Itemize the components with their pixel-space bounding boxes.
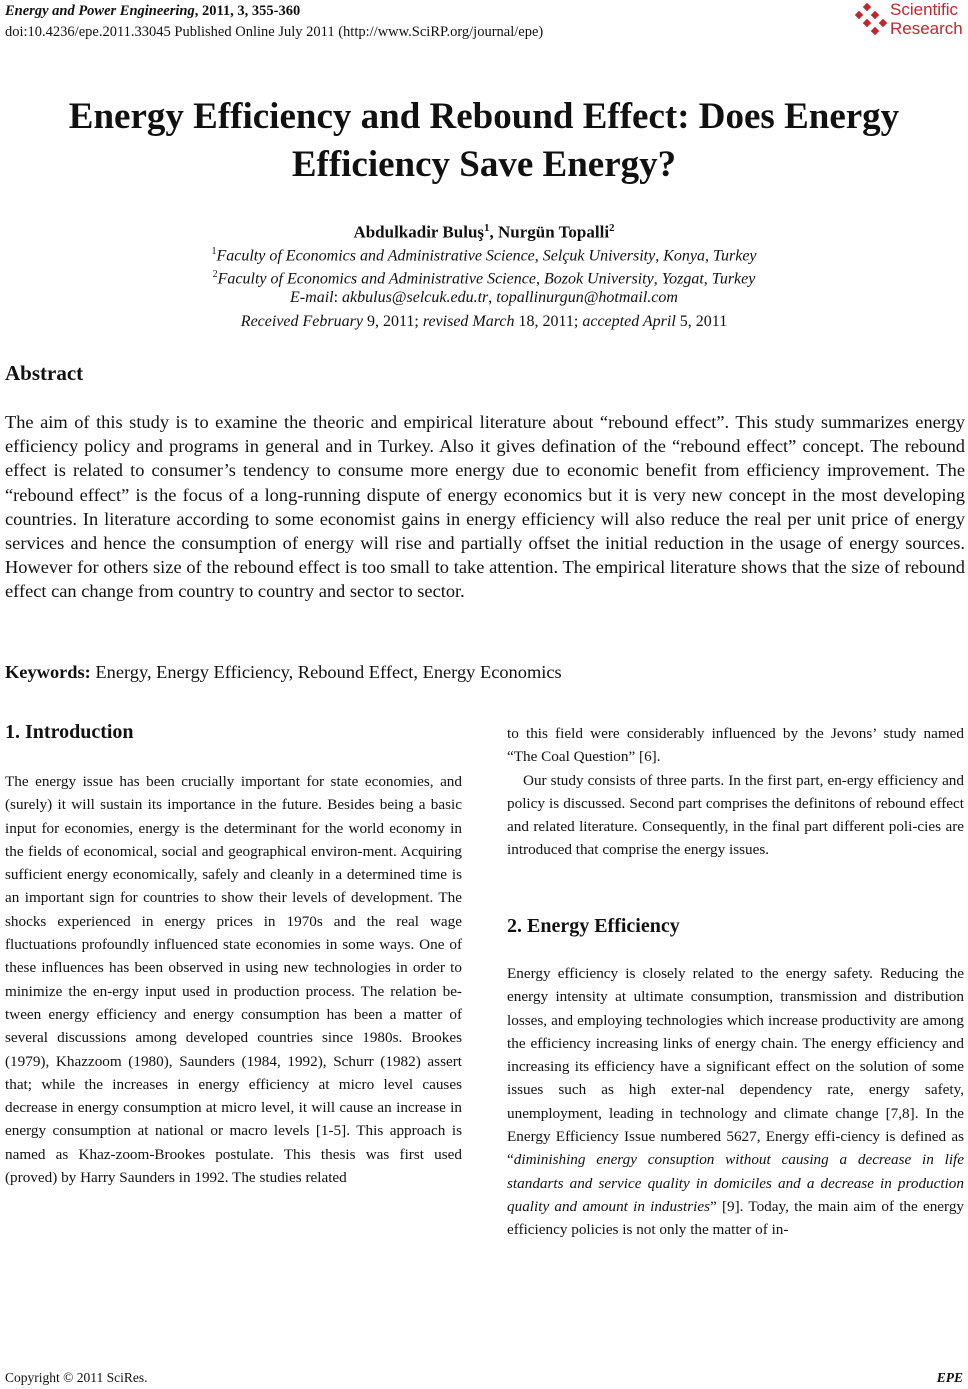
journal-header xyxy=(5,2,300,20)
energy-efficiency-paragraph xyxy=(507,962,964,1242)
author-2: Nurgün Topalli xyxy=(498,222,610,242)
ee-definition-quote: diminishing energy consuption without causing a decrease in life standarts and service quality in domiciles and a decrease in production quality and amount in industries xyxy=(507,1151,964,1215)
affiliation-1-city: Konya xyxy=(663,247,705,265)
left-column xyxy=(5,770,462,1189)
right-column xyxy=(507,722,964,862)
affiliation-1-univ: Selçuk University xyxy=(542,247,656,265)
received-date: 9, 2011; xyxy=(362,313,423,330)
author-separator: , xyxy=(489,222,499,242)
doi-line: doi:10.4236/epe.2011.33045 Published Online July 2011 (http://www.SciRP.org/journal/epe) xyxy=(5,24,544,40)
publisher-logo-mark-icon xyxy=(850,2,890,42)
dates-line xyxy=(0,311,968,333)
intro-paragraph-2: Our study consists of three parts. In the first part, en-ergy efficiency and policy is discussed. Second part comprises the definitons of rebound effect and related literature. Consequently, in the final part different poli-cies are introduced that comprise the energy issues. xyxy=(507,771,964,859)
abstract-heading: Abstract xyxy=(5,361,84,385)
ee-para-part-a: Energy efficiency is closely related to the energy safety. Reducing the energy intensity at ultimate consumption, transmission and distribution losses, and employing technologies which increase productivity are among the efficiency increasing links of energy chain. The energy efficiency and increasing its efficiency have a significant effect on the solution of some issues such as high exter-nal dependency rate, energy safety, unemployment, leading in technology and climate change [7,8]. In the Energy Efficiency Issue numbered 5627, Energy effi-ciency is defined as “ xyxy=(507,965,964,1169)
intro-paragraph-1-cont: to this field were considerably influenced by the Jevons’ study named “The Coal Question” [6]. xyxy=(507,725,964,766)
journal-name: Energy and Power Engineering xyxy=(5,3,195,19)
title-line1: Energy Efficiency and Rebound Effect: Does Energy xyxy=(68,96,900,137)
affiliation-1-country: Turkey xyxy=(712,247,757,265)
email-label: E-mail xyxy=(290,289,334,306)
accepted-date: 5, 2011 xyxy=(675,313,728,330)
keywords-list: Energy, Energy Efficiency, Rebound Effect, Energy Economics xyxy=(90,662,562,682)
affiliation-2-sup: 2 xyxy=(212,269,218,280)
email-line: E-mail: akbulus@selcuk.edu.tr, topallinurgun@hotmail.com xyxy=(290,289,678,306)
publisher-logo-text xyxy=(890,0,963,38)
logo-line2: Research xyxy=(890,19,963,38)
logo-line1: Scientific xyxy=(890,0,959,19)
ee-para-part-b: ” [9]. Today, the main aim of the energy efficiency policies is not only the matter of in- xyxy=(507,1197,965,1239)
keywords-label: Keywords: xyxy=(5,662,91,682)
affiliation-2-faculty: Faculty of Economics and Administrative Science xyxy=(217,270,536,288)
affiliation-1-sup: 1 xyxy=(211,246,217,257)
received-label: Received February xyxy=(240,313,363,330)
journal-abbreviation: EPE xyxy=(936,1370,963,1385)
abstract-text: The aim of this study is to examine the theoric and empirical literature about “rebound effect”. This study summarizes energy efficiency policy and programs in general and in Turkey. Also it gives defination of the “rebound effect” concept. The rebound effect is related to consumer’s tendency to consume more energy due to economic benefit from efficiency improvement. The “rebound effect” is the focus of a long-running dispute of energy economics but it is very new concept in the most developing countries. In literature according to some economist gains in energy efficiency will also reduce the real per unit price of energy services and hence the consumption of energy will rise and partially offset the initial reduction in the usage of energy sources. However for others size of the rebound effect is too small to take attention. The empirical literature shows that the size of rebound effect can change from country to country and sector to sector. xyxy=(5,412,965,602)
intro-paragraph-1: The energy issue has been crucially important for state economies, and (surely) it will sustain its importance in the future. Besides being a basic input for economies, energy is the determinant for the world economy in the fields of economical, social and geographical environ-ment. Acquiring sufficient energy economically, safely and cleanly in a determined time is an important sign for countries to show their levels of development. The shocks experienced in energy prices in 1970s and the real wage fluctuations profoundly influenced state economies in some ways. One of these influences has been observed in using new technologies in order to minimize the en-ergy input used in production process. The relation be-tween energy efficiency and energy consumption has been a matter of several discussions among developed countries since 1980s. Brookes (1979), Khazzoom (1980), Saunders (1984, 1992), Schurr (1982) assert that; while the increases in energy efficiency at micro level causes decrease in energy consumption at micro level, it will cause an increase in energy consumption at national or macro levels [1-5]. This approach is named as Khaz-zoom-Brookes postulate. This thesis was first used (proved) by Harry Saunders in 1992. The studies related xyxy=(5,773,462,1187)
paper-title xyxy=(0,93,968,189)
title-line2: Efficiency Save Energy? xyxy=(291,144,677,185)
accepted-label: accepted April xyxy=(582,313,676,330)
journal-volume: , 2011, 3, 355-360 xyxy=(194,3,301,19)
section-2-heading: 2. Energy Efficiency xyxy=(507,915,680,937)
revised-label: revised March xyxy=(422,313,515,330)
email-2[interactable]: topallinurgun@hotmail.com xyxy=(496,289,678,306)
affiliation-1: $^1$Faculty of Economics and Administrative Science, Selçuk University, Konya, Turkey xyxy=(211,246,757,265)
affiliation-2-univ: Bozok University xyxy=(543,270,654,288)
affiliation-2-city: Yozgat xyxy=(661,270,704,288)
publisher-logo xyxy=(850,0,968,44)
keywords xyxy=(5,660,562,684)
affiliation-2-country: Turkey xyxy=(711,270,756,288)
section-2-body xyxy=(507,962,964,1242)
section-1-heading: 1. Introduction xyxy=(5,721,134,743)
affiliation-1-faculty: Faculty of Economics and Administrative Science xyxy=(216,247,535,265)
author-1-affil: 1 xyxy=(484,222,490,234)
revised-date: 18, 2011; xyxy=(514,313,583,330)
affiliation-2: $^2$Faculty of Economics and Administrative Science, Bozok University, Yozgat, Turkey xyxy=(212,269,756,288)
copyright: Copyright © 2011 SciRes. xyxy=(5,1370,148,1385)
author-2-affil: 2 xyxy=(609,222,615,234)
author-1: Abdulkadir Buluş xyxy=(353,222,485,242)
email-1[interactable]: akbulus@selcuk.edu.tr xyxy=(342,289,489,306)
